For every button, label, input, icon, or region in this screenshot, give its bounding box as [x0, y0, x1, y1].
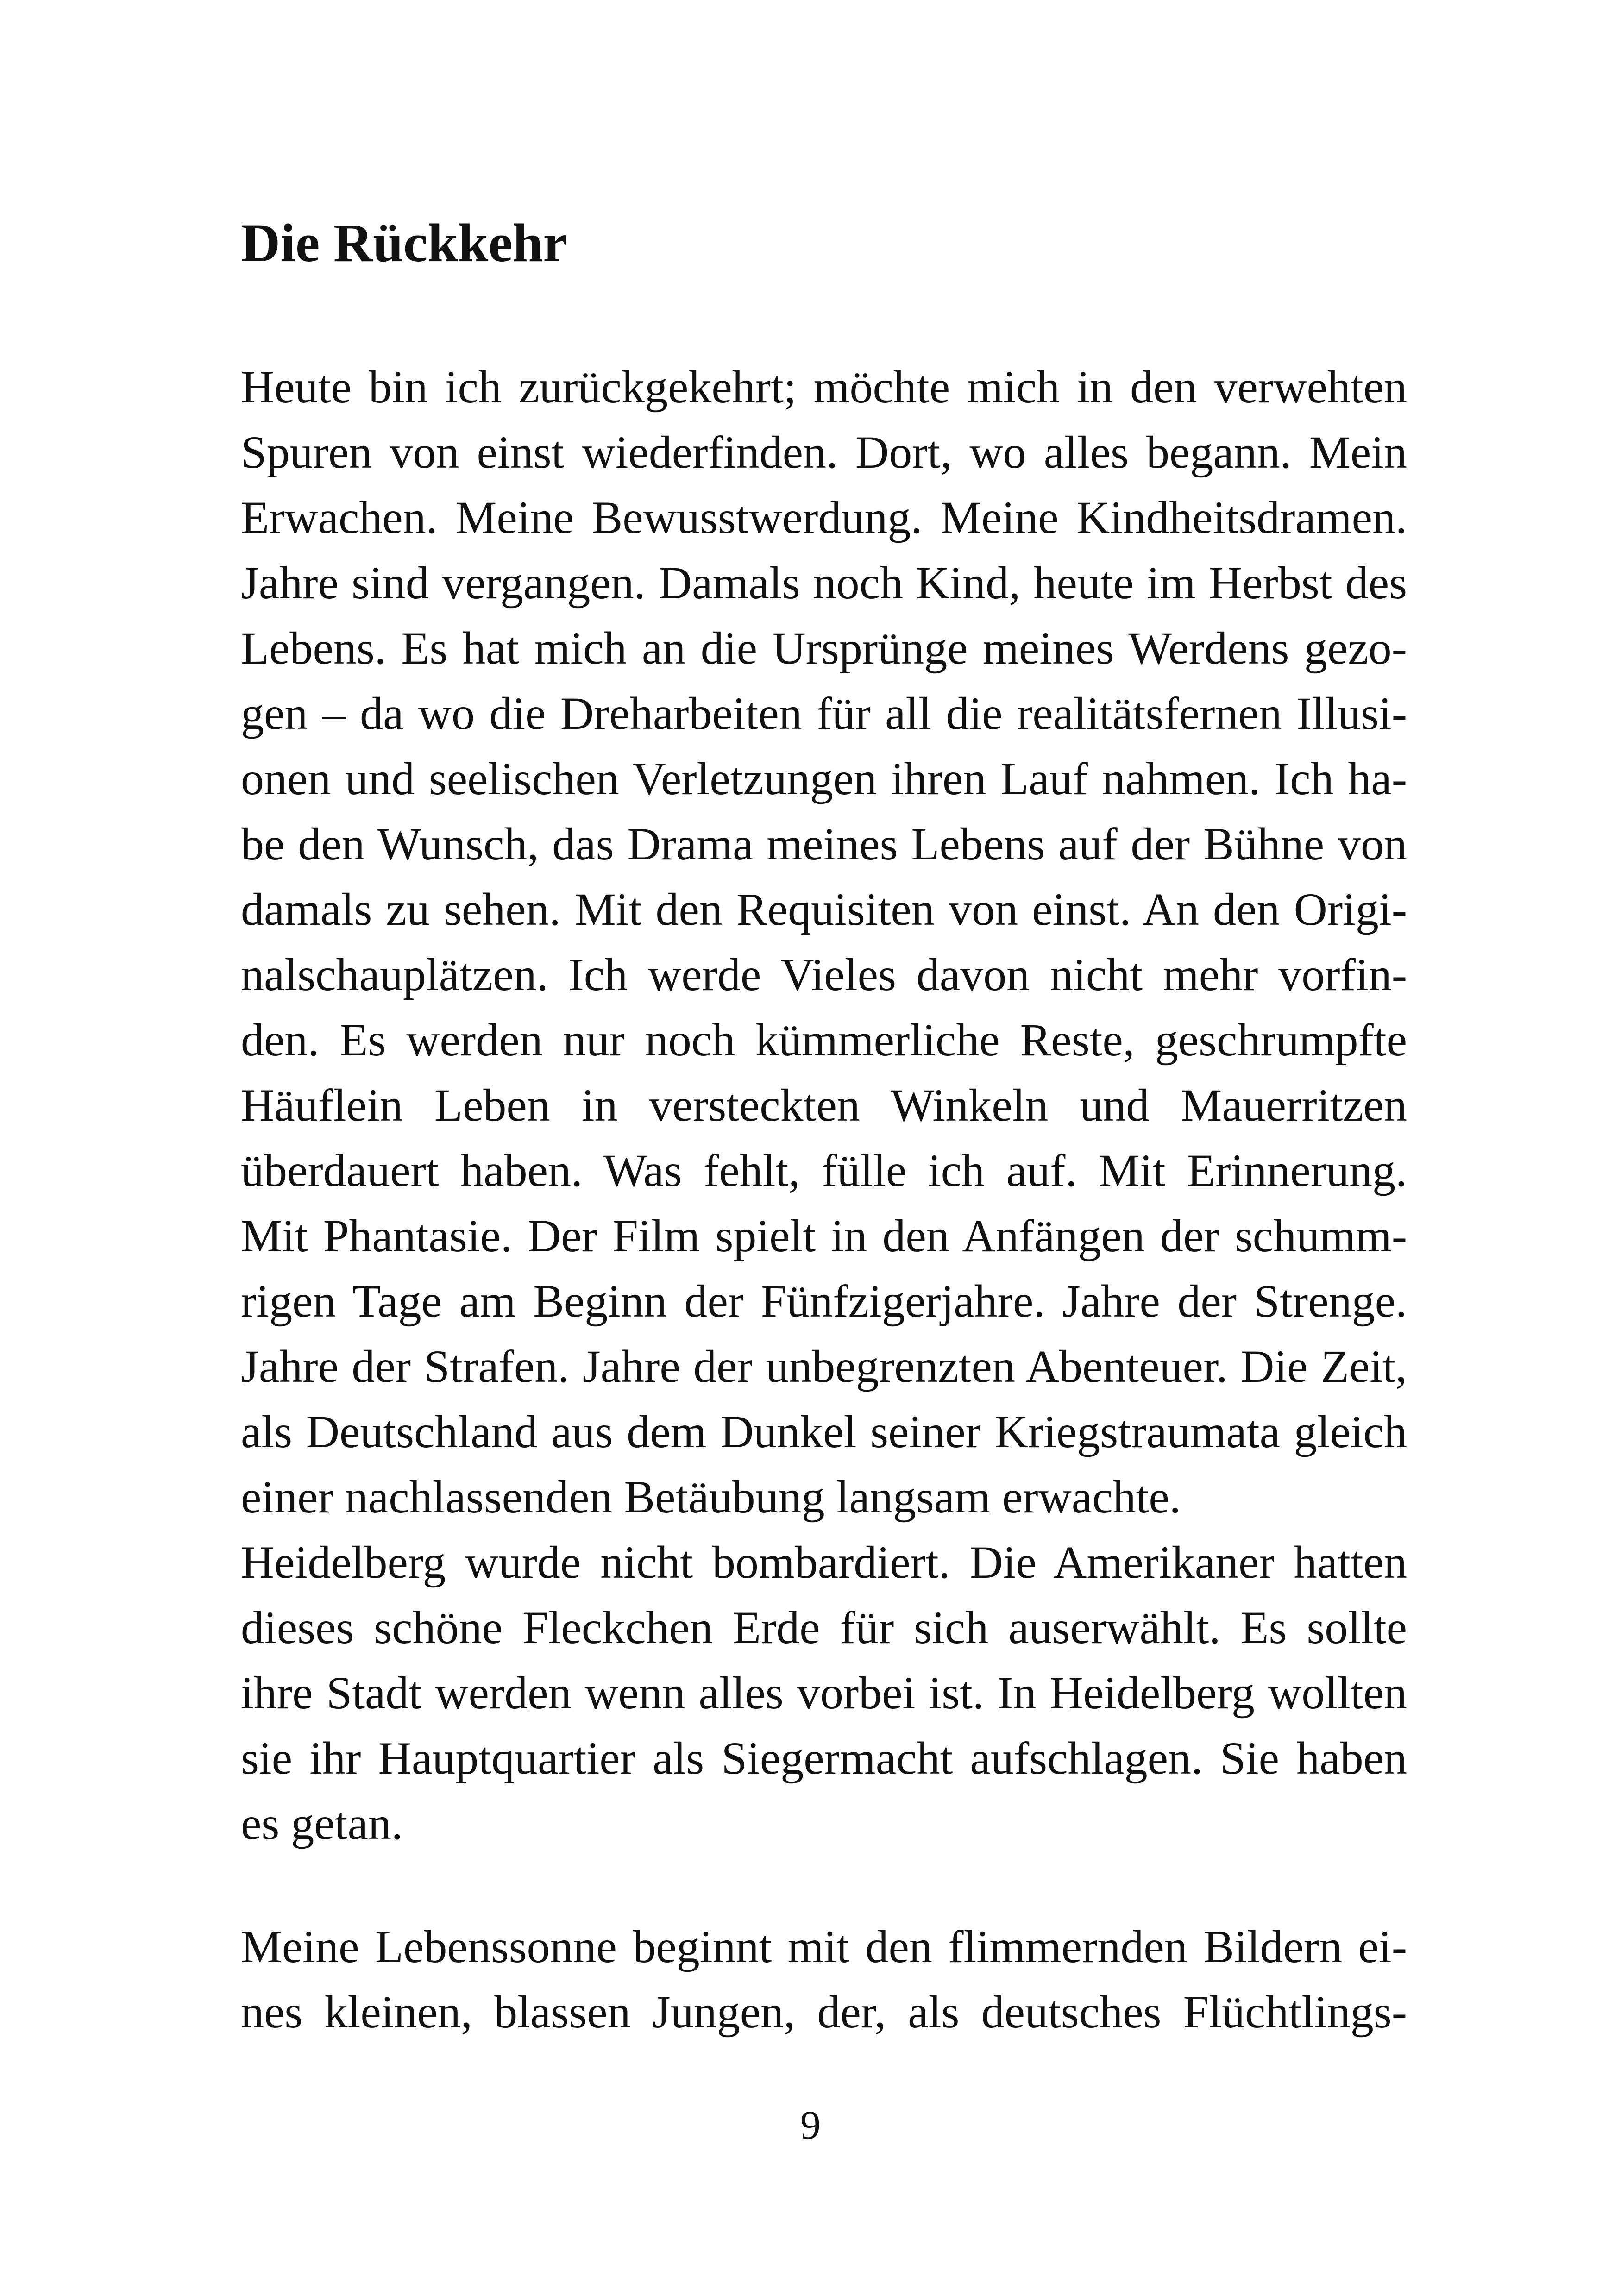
text-line: Mit Phantasie. Der Film spielt in den Anfängen der schumm-	[241, 1210, 1407, 1261]
text-line: als Deutschland aus dem Dunkel seiner Kriegstraumata gleich	[241, 1406, 1407, 1457]
text-line: ihre Stadt werden wenn alles vorbei ist. In Heidelberg wollten	[241, 1667, 1407, 1719]
text-line: damals zu sehen. Mit den Requisiten von einst. An den Origi-	[241, 884, 1407, 935]
text-line: Spuren von einst wiederfinden. Dort, wo alles begann. Mein	[241, 427, 1407, 478]
text-line: Erwachen. Meine Bewusstwerdung. Meine Kindheitsdramen.	[241, 492, 1407, 543]
body-text-upper	[241, 354, 1407, 1856]
text-line: sie ihr Hauptquartier als Siegermacht aufschlagen. Sie haben	[241, 1732, 1407, 1784]
text-line: Häuflein Leben in versteckten Winkeln und Mauerritzen	[241, 1079, 1407, 1131]
text-line: es getan.	[241, 1798, 403, 1849]
text-line: Meine Lebenssonne beginnt mit den flimmernden Bildern ei-	[241, 1921, 1407, 1972]
text-line: dieses schöne Fleckchen Erde für sich auserwählt. Es sollte	[241, 1602, 1407, 1653]
text-line: be den Wunsch, das Drama meines Lebens auf der Bühne von	[241, 818, 1407, 870]
text-line: Heute bin ich zurückgekehrt; möchte mich in den verwehten	[241, 361, 1407, 413]
text-line: Jahre der Strafen. Jahre der unbegrenzten Abenteuer. Die Zeit,	[241, 1341, 1407, 1392]
chapter-title: Die Rückkehr	[241, 213, 567, 273]
text-line: Jahre sind vergangen. Damals noch Kind, heute im Herbst des	[241, 557, 1407, 609]
text-line: nalschauplätzen. Ich werde Vieles davon nicht mehr vorfin-	[241, 949, 1407, 1000]
text-line: Heidelberg wurde nicht bombardiert. Die Amerikaner hatten	[241, 1537, 1407, 1588]
body-text-lower	[241, 1914, 1407, 2045]
text-line: überdauert haben. Was fehlt, fülle ich auf. Mit Erinnerung.	[241, 1145, 1407, 1196]
paragraph	[241, 354, 1407, 1530]
text-line: onen und seelischen Verletzungen ihren Lauf nahmen. Ich ha-	[241, 753, 1407, 804]
text-line: Lebens. Es hat mich an die Ursprünge meines Werdens gezo-	[241, 622, 1407, 674]
text-line: den. Es werden nur noch kümmerliche Reste, geschrumpfte	[241, 1014, 1407, 1066]
paragraph	[241, 1914, 1407, 2045]
text-line: gen – da wo die Dreharbeiten für all die realitätsfernen Illusi-	[241, 688, 1407, 739]
text-line: nes kleinen, blassen Jungen, der, als deutsches Flüchtlings-	[241, 1986, 1407, 2038]
page-number: 9	[800, 2103, 821, 2148]
text-line: einer nachlassenden Betäubung langsam erwachte.	[241, 1471, 1181, 1523]
paragraph	[241, 1530, 1407, 1856]
text-line: rigen Tage am Beginn der Fünfzigerjahre. Jahre der Strenge.	[241, 1275, 1407, 1327]
